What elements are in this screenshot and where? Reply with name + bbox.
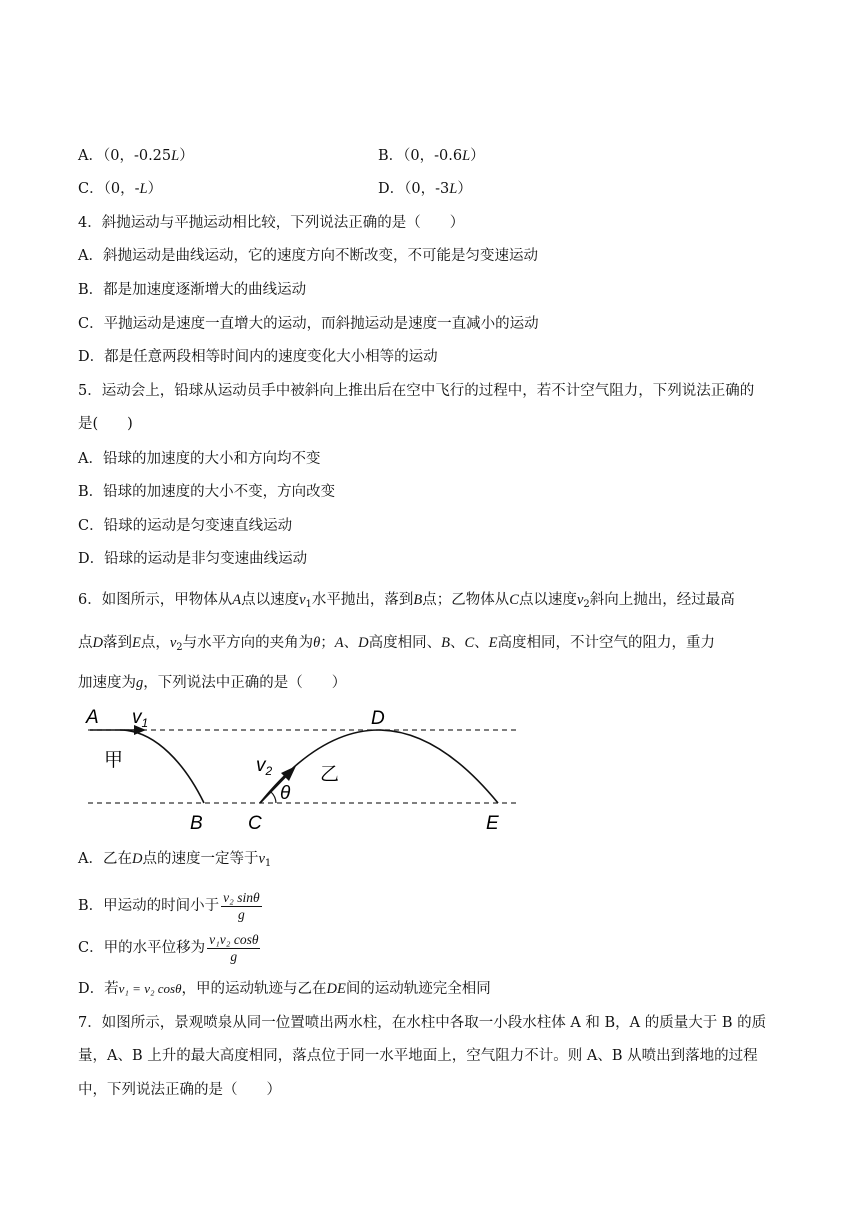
label-E: E <box>486 813 499 834</box>
q5-stem-line1: 5．运动会上，铅球从运动员手中被斜向上推出后在空中飞行的过程中，若不计空气阻力，下列说法正确的 <box>78 383 755 399</box>
q3-option-b: B．（0，-0.6L） <box>378 148 485 164</box>
label-theta: θ <box>280 783 291 804</box>
q4-option-d: D．都是任意两段相等时间内的速度变化大小相等的运动 <box>78 349 438 365</box>
q4-stem: 4．斜抛运动与平抛运动相比较，下列说法正确的是（ ） <box>78 215 465 231</box>
q4-option-c: C．平抛运动是速度一直增大的运动，而斜抛运动是速度一直减小的运动 <box>78 316 539 332</box>
q6-option-c: C．甲的水平位移为 $\frac{\text{v₁v₂ cosθ}}{g}$ <box>78 931 259 964</box>
q3-option-a: A．（0，-0.25L） <box>78 148 194 164</box>
q7-stem-line1: 7．如图所示，景观喷泉从同一位置喷出两水柱，在水柱中各取一小段水柱体 A 和 B，A 的质量大于 B 的质 <box>78 1015 767 1031</box>
label-v2: $v_2$ <box>256 755 273 778</box>
theta-arc <box>271 792 276 803</box>
label-v1: $v_1$ <box>132 707 149 730</box>
q6-stem-line3: 加速度为g，下列说法中正确的是（ ） <box>78 675 347 691</box>
label-jia: 甲 <box>104 749 124 771</box>
q6-stem-line2: 点D落到E点，$v_2$与水平方向的夹角为θ；A、D高度相同、B、C、E高度相同，不计空气的阻力，重力 <box>78 635 716 653</box>
q5-stem-line2: 是( ) <box>78 416 133 432</box>
q5-option-a: A．铅球的加速度的大小和方向均不变 <box>78 451 321 467</box>
fraction-b: $\frac{\text{v₂ sinθ}}{g}$ <box>223 889 260 922</box>
label-A: A <box>86 707 99 728</box>
q3-option-d: D．（0，-3L） <box>378 181 472 197</box>
q3-option-c: C．（0，-L） <box>78 181 163 197</box>
fraction-c: $\frac{\text{v₁v₂ cosθ}}{g}$ <box>209 931 259 964</box>
q7-stem-line2: 量，A、B 上升的最大高度相同，落点位于同一水平地面上，空气阻力不计。则 A、B 从喷出到落地的过程 <box>78 1048 758 1064</box>
q6-option-a: A．乙在D点的速度一定等于$v_1$ <box>78 851 272 869</box>
q4-option-b: B．都是加速度逐渐增大的曲线运动 <box>78 282 307 298</box>
label-C: C <box>248 813 262 834</box>
label-yi: 乙 <box>320 763 340 785</box>
projectile-figure <box>78 704 523 834</box>
q6-option-b: B．甲运动的时间小于 $\frac{\text{v₂ sinθ}}{g}$ <box>78 889 260 922</box>
q4-option-a: A．斜抛运动是曲线运动，它的速度方向不断改变，不可能是匀变速运动 <box>78 248 538 264</box>
label-D: D <box>371 708 385 729</box>
label-B: B <box>190 813 203 834</box>
q6-option-d: D．若v₁ = v₂ cosθ，甲的运动轨迹与乙在DE间的运动轨迹完全相同 <box>78 981 491 997</box>
q5-option-b: B．铅球的加速度的大小不变，方向改变 <box>78 484 336 500</box>
q7-stem-line3: 中，下列说法正确的是（ ） <box>78 1082 281 1098</box>
q5-option-c: C．铅球的运动是匀变速直线运动 <box>78 518 293 534</box>
q6-stem-line1: 6．如图所示，甲物体从A点以速度$v_1$水平抛出，落到B点；乙物体从C点以速度$v_2$斜向上抛出，经过最高 <box>78 592 735 610</box>
q5-option-d: D．铅球的运动是非匀变速曲线运动 <box>78 551 308 567</box>
